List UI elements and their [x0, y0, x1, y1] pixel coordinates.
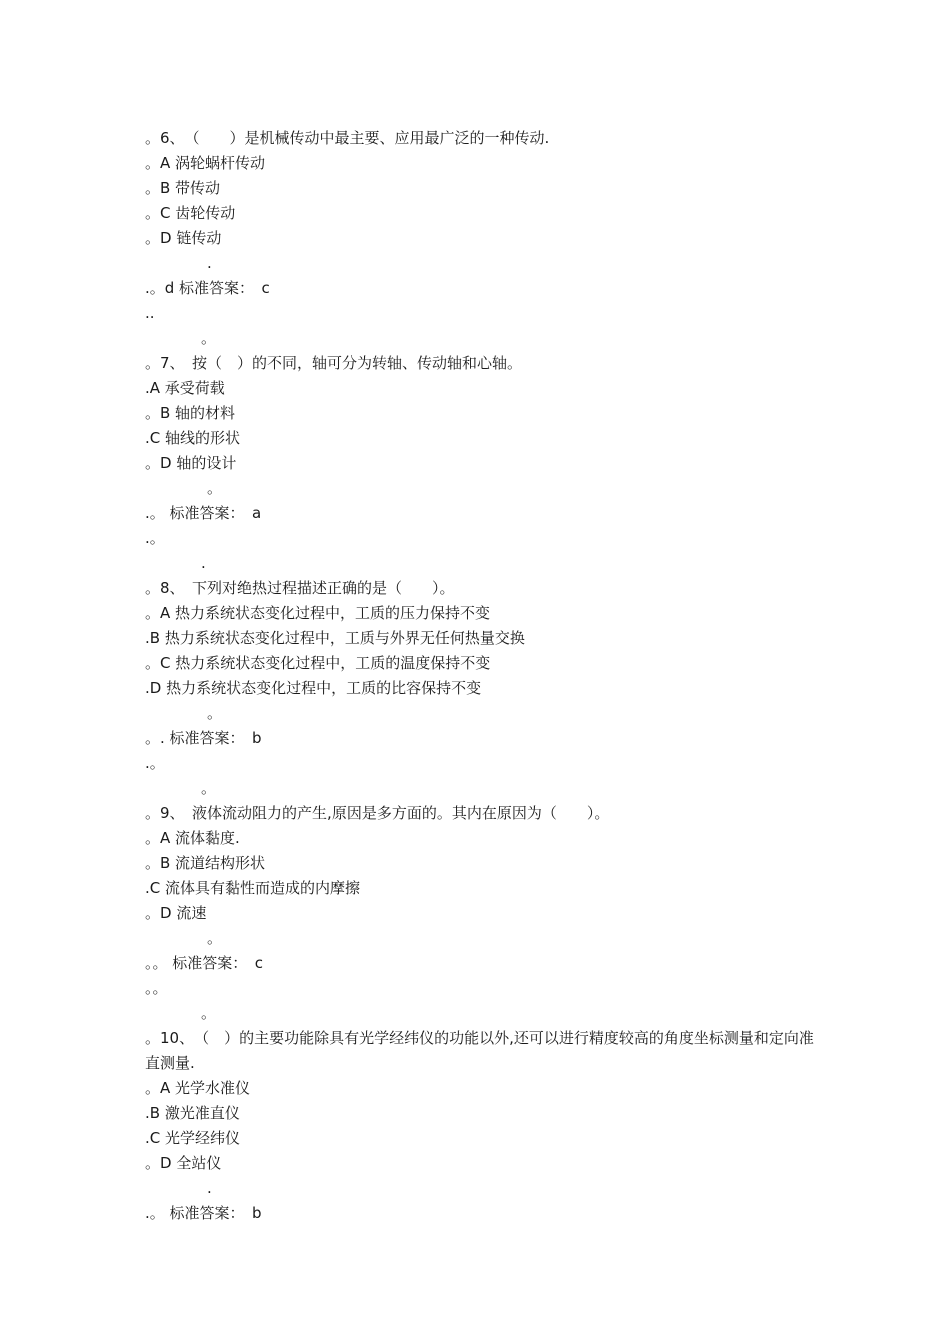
- question-6: [145, 126, 825, 351]
- separator-mark: 。: [201, 1004, 217, 1022]
- standard-answer: 。。 标准答案： c: [145, 954, 264, 972]
- option-a: 。A 涡轮蜗杆传动: [145, 154, 266, 172]
- option-d: 。D 轴的设计: [145, 454, 237, 472]
- standard-answer: .。d 标准答案： c: [145, 279, 270, 297]
- standard-answer: .。 标准答案： a: [145, 504, 262, 522]
- option-d: 。D 全站仪: [145, 1154, 222, 1172]
- question-stem: 。8、 下列对绝热过程描述正确的是（ ）。: [145, 579, 455, 597]
- option-b: 。B 轴的材料: [145, 404, 236, 422]
- separator-mark: 。: [207, 479, 223, 497]
- trailing-marks: ..: [145, 304, 155, 322]
- option-c: 。C 热力系统状态变化过程中，工质的温度保持不变: [145, 654, 491, 672]
- option-b: .B 激光准直仪: [145, 1104, 240, 1122]
- trailing-marks: .。: [145, 754, 165, 772]
- document-page: [145, 126, 825, 1226]
- separator-mark: 。: [207, 704, 223, 722]
- separator-mark: .: [207, 254, 212, 272]
- separator-mark: 。: [207, 929, 223, 947]
- question-10: [145, 1026, 825, 1226]
- option-d: .D 热力系统状态变化过程中，工质的比容保持不变: [145, 679, 482, 697]
- option-c: .C 光学经纬仪: [145, 1129, 241, 1147]
- option-b: .B 热力系统状态变化过程中，工质与外界无任何热量交换: [145, 629, 525, 647]
- question-stem: 。6、 （ ）是机械传动中最主要、应用最广泛的一种传动.: [145, 129, 550, 147]
- option-d: 。D 流速: [145, 904, 207, 922]
- separator-mark: .: [201, 554, 206, 572]
- question-9: [145, 801, 825, 1026]
- standard-answer: .。 标准答案： b: [145, 1204, 262, 1222]
- question-stem: 。7、 按（ ）的不同，轴可分为转轴、传动轴和心轴。: [145, 354, 523, 372]
- question-stem: 。10、 （ ）的主要功能除具有光学经纬仪的功能以外,还可以进行精度较高的角度坐标测量和定向准直测量.: [145, 1029, 814, 1072]
- separator-mark: .: [207, 1179, 212, 1197]
- option-c: 。C 齿轮传动: [145, 204, 236, 222]
- option-c: .C 轴线的形状: [145, 429, 241, 447]
- option-a: 。A 热力系统状态变化过程中，工质的压力保持不变: [145, 604, 491, 622]
- question-7: [145, 351, 825, 576]
- trailing-marks: .。: [145, 529, 165, 547]
- question-stem: 。9、 液体流动阻力的产生,原因是多方面的。其内在原因为（ ）。: [145, 804, 610, 822]
- option-b: 。B 流道结构形状: [145, 854, 266, 872]
- option-a: 。A 光学水准仪: [145, 1079, 251, 1097]
- question-8: [145, 576, 825, 801]
- option-a: 。A 流体黏度.: [145, 829, 240, 847]
- separator-mark: 。: [201, 329, 217, 347]
- trailing-marks: 。。: [145, 979, 168, 997]
- option-a: .A 承受荷载: [145, 379, 225, 397]
- option-b: 。B 带传动: [145, 179, 221, 197]
- option-c: .C 流体具有黏性而造成的内摩擦: [145, 879, 361, 897]
- separator-mark: 。: [201, 779, 217, 797]
- option-d: 。D 链传动: [145, 229, 222, 247]
- standard-answer: 。. 标准答案： b: [145, 729, 262, 747]
